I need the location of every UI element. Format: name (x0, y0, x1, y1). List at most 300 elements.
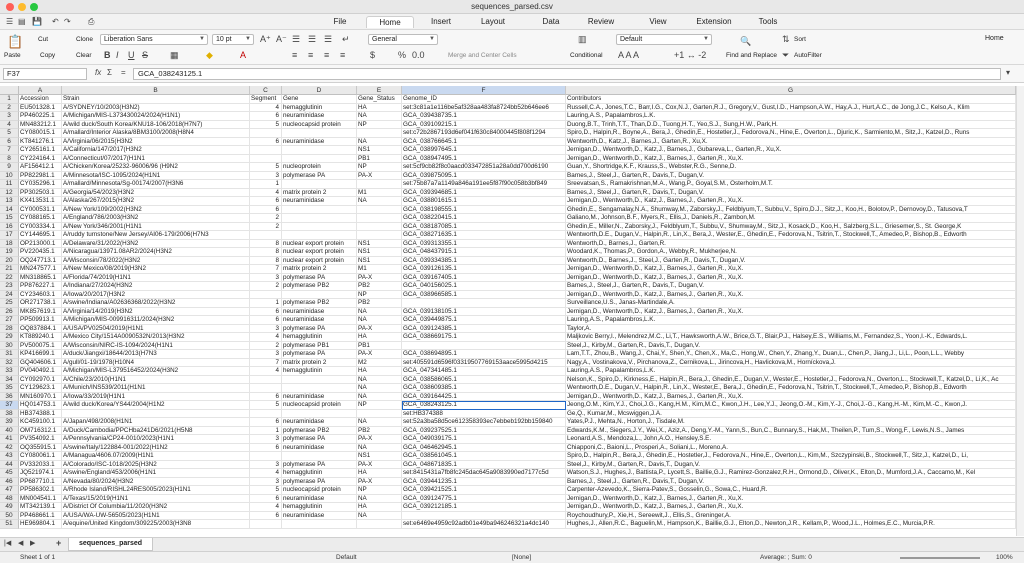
row-header[interactable]: 22 (0, 274, 19, 283)
column-header-a[interactable]: A (19, 86, 62, 95)
table-cell[interactable]: A/California/147/2017(H3N2 (62, 146, 250, 155)
heading-styles-icon[interactable]: A A A (618, 50, 640, 60)
table-cell[interactable]: A/Nicaragua/13971.08AR2/2024(H3N2 (62, 248, 250, 257)
table-cell[interactable]: GCA_047341485.1 (402, 367, 566, 376)
paste-icon[interactable]: 📋 (7, 34, 24, 49)
table-cell[interactable]: NP (357, 291, 402, 300)
table-cell[interactable]: Edwards,K.M., Siegers,J.Y., Wei,X., Aziz,A., Deng,Y.-M., Yann,S., Bun,C., Bunnary,S., Hak,M., Theilen,P., Tum,S., Wong,F., Lewis,N.S., James (566, 427, 1016, 436)
row-header[interactable]: 28 (0, 325, 19, 334)
row-header[interactable]: 44 (0, 461, 19, 470)
table-cell[interactable]: M1 (357, 189, 402, 198)
underline-icon[interactable]: U (128, 50, 135, 60)
table-cell[interactable]: Spiro,D., Halpin,R., Boyne,A., Bera,J., Ghedin,E., Hostetler,J., Fedorova,N., Hine,E., Overton,L., Djuric,K., Sarmiento,M., Sitz,J., Katzel,D., Runs (566, 129, 1016, 138)
row-header[interactable]: 35 (0, 384, 19, 393)
row-header[interactable]: 3 (0, 112, 19, 121)
row-header[interactable]: 42 (0, 444, 19, 453)
table-cell[interactable]: HE969804.1 (19, 520, 62, 529)
table-cell[interactable]: polymerase PA (282, 274, 357, 283)
autofilter-icon[interactable]: ⏷ (782, 50, 790, 60)
borders-icon[interactable]: ▦ (170, 50, 179, 60)
table-cell[interactable]: Lauring,A.S., Papalambros,L.K. (566, 316, 1016, 325)
table-cell[interactable]: PP468661.1 (19, 512, 62, 521)
select-all-corner[interactable] (0, 86, 19, 95)
prev-sheet-icon[interactable]: ◀ (18, 540, 24, 547)
table-cell[interactable]: NA (357, 393, 402, 402)
table-cell[interactable]: nuclear export protein (282, 248, 357, 257)
table-cell[interactable]: A/Iowa/33/2019(H1N1 (62, 393, 250, 402)
conditional-icon[interactable]: ▥ (578, 34, 587, 44)
table-cell[interactable]: PA-X (357, 478, 402, 487)
table-cell[interactable]: A/Wisconsin/NIRC-IS-1094/2024(H1N1 (62, 342, 250, 351)
table-cell[interactable] (250, 155, 282, 164)
expand-formula-icon[interactable]: ▾ (1006, 68, 1011, 77)
fill-color-icon[interactable]: ◆ (206, 50, 213, 60)
row-header[interactable]: 32 (0, 359, 19, 368)
table-cell[interactable]: Jernigan,D., Wentworth,D., Katz,J., Barnes,J., Garten,R., Xu,X. (566, 291, 1016, 300)
table-cell[interactable]: HA (357, 469, 402, 478)
font-color-icon[interactable]: A (240, 50, 247, 60)
table-cell[interactable] (250, 452, 282, 461)
table-cell[interactable] (282, 180, 357, 189)
save-icon[interactable]: 💾 (32, 17, 42, 26)
table-cell[interactable]: Barnes,J., Steel,J., Garten,R., Davis,T., Dugan,V. (566, 282, 1016, 291)
header-cell[interactable]: Accession (19, 95, 62, 104)
wrap-text-icon[interactable]: ↵ (342, 34, 350, 44)
table-cell[interactable]: GCA_049039175.1 (402, 435, 566, 444)
table-cell[interactable] (357, 520, 402, 529)
table-cell[interactable]: Surveillance,U.S., Janas-Martindale,A. (566, 299, 1016, 308)
table-cell[interactable]: NA (357, 384, 402, 393)
table-cell[interactable]: GCA_038243125.1 (402, 401, 566, 410)
table-cell[interactable]: Hughes,J., Allen,R.C., Baguelin,M., Hampson,K., Baillie,G.J., Elton,D., Newton,J.R., Kellam,P., Wood,J.L., Holmes,E.C., Murcia,P.R. (566, 520, 1016, 529)
table-cell[interactable] (357, 180, 402, 189)
table-cell[interactable]: Wentworth,D., Barnes,J., Steel,J., Garten,R., Davis,T., Dugan,V. (566, 257, 1016, 266)
table-cell[interactable]: GCA_039164425.1 (402, 393, 566, 402)
row-header[interactable]: 45 (0, 469, 19, 478)
table-cell[interactable]: KC459100.1 (19, 418, 62, 427)
table-cell[interactable]: PP586302.1 (19, 486, 62, 495)
table-cell[interactable] (250, 146, 282, 155)
bold-icon[interactable]: B (104, 50, 111, 60)
table-cell[interactable]: OQ247713.1 (19, 257, 62, 266)
table-cell[interactable]: CY265161.1 (19, 146, 62, 155)
table-cell[interactable]: Jernigan,D., Wentworth,D., Katz,J., Barnes,J., Garten,R., Xu,X. (566, 274, 1016, 283)
header-cell[interactable]: Genome_ID (402, 95, 566, 104)
table-cell[interactable]: 6 (250, 316, 282, 325)
table-cell[interactable]: GCA_046462945.1 (402, 444, 566, 453)
table-cell[interactable] (357, 214, 402, 223)
table-cell[interactable]: polymerase PA (282, 325, 357, 334)
table-cell[interactable]: OQ837884.1 (19, 325, 62, 334)
table-cell[interactable]: GCA_039167405.1 (402, 274, 566, 283)
header-cell[interactable]: Contributors (566, 95, 1016, 104)
table-cell[interactable] (357, 223, 402, 232)
table-cell[interactable]: PV354092.1 (19, 435, 62, 444)
table-cell[interactable]: NA (357, 495, 402, 504)
table-cell[interactable]: MN483212.1 (19, 121, 62, 130)
table-cell[interactable]: GCA_039313355.1 (402, 240, 566, 249)
table-cell[interactable]: 2 (250, 342, 282, 351)
percent-icon[interactable]: % (398, 50, 407, 60)
row-header[interactable]: 20 (0, 257, 19, 266)
table-cell[interactable]: Ghedin,E., Miller,N., Zaborsky,J., Feldblyum,T., Subbu,V., Shumway,M., Sitz,J., Kosack,D., Koo,H., Salzberg,S.L., Griesemer,S., St. George,K (566, 223, 1016, 232)
table-cell[interactable]: 8 (250, 257, 282, 266)
row-header[interactable]: 40 (0, 427, 19, 436)
table-cell[interactable]: 6 (250, 206, 282, 215)
tab-file[interactable]: File (333, 17, 347, 26)
conditional-button[interactable]: Conditional (570, 52, 603, 59)
table-cell[interactable]: PV220435.1 (19, 248, 62, 257)
table-cell[interactable]: PB2 (357, 282, 402, 291)
redo-icon[interactable]: ↷ (64, 17, 71, 26)
font-size-select[interactable]: 10 pt ▼ (212, 34, 254, 45)
header-cell[interactable]: Segment (250, 95, 282, 104)
table-cell[interactable]: Wentworth,D.E., Dugan,V., Halpin,R., Lin,X., Bera,J., Wester,E., Ghedin,E., Fedorova,N., Tsitrin,T., Stockwell,T., Amedeo,P., Bishop,B., Edworth (566, 231, 1016, 240)
find-icon[interactable]: 🔍 (740, 36, 752, 46)
align-right-icon[interactable]: ≡ (324, 50, 330, 60)
table-cell[interactable]: CY224164.1 (19, 155, 62, 164)
table-cell[interactable]: Nagy,A., Vostinakova,V., Pirchanova,Z., Cernikova,L., Jirincova,H., Havlickova,M., Horníckova,J. (566, 359, 1016, 368)
notebookbar-select[interactable]: Home (985, 35, 1004, 42)
row-header[interactable]: 46 (0, 478, 19, 487)
equals-icon[interactable]: = (121, 68, 126, 77)
table-cell[interactable]: HA (357, 367, 402, 376)
row-header[interactable]: 51 (0, 520, 19, 529)
table-cell[interactable] (402, 299, 566, 308)
table-cell[interactable]: Jernigan,D., Wentworth,D., Katz,J., Barnes,J., Gubareva,L., Garten,R., Xu,X. (566, 146, 1016, 155)
row-header[interactable]: 27 (0, 316, 19, 325)
table-cell[interactable]: Yates,P.J., Mehta,N., Horton,J., Tisdale,M. (566, 418, 1016, 427)
table-cell[interactable]: 6 (250, 393, 282, 402)
row-header[interactable]: 33 (0, 367, 19, 376)
table-cell[interactable]: set:5cf9cb82f8c0aacd033472851a28a0dd700d6190 (402, 163, 566, 172)
row-header[interactable]: 18 (0, 240, 19, 249)
formula-input[interactable]: GCA_038243125.1 (133, 68, 1001, 80)
table-cell[interactable]: GCA_039441235.1 (402, 478, 566, 487)
table-cell[interactable]: 4 (250, 503, 282, 512)
table-cell[interactable]: A/New York/109/2002(H3N2 (62, 206, 250, 215)
table-cell[interactable]: GCA_038198555.1 (402, 206, 566, 215)
table-cell[interactable]: nucleocapsid protein (282, 401, 357, 410)
table-cell[interactable] (357, 410, 402, 419)
table-cell[interactable]: polymerase PB2 (282, 282, 357, 291)
table-cell[interactable]: HA (357, 104, 402, 113)
table-cell[interactable]: A/gull/01-19/1978(H10N4 (62, 359, 250, 368)
table-cell[interactable]: Carpenter-Azevedo,K., Sierra-Patev,S., Gosselin,G., Sowa,C., Huard,R. (566, 486, 1016, 495)
table-cell[interactable]: 6 (250, 444, 282, 453)
table-cell[interactable] (250, 410, 282, 419)
table-cell[interactable]: PA-X (357, 435, 402, 444)
table-cell[interactable]: A/Virginia/14/2019(H3N2 (62, 308, 250, 317)
table-cell[interactable]: nucleocapsid protein (282, 486, 357, 495)
table-cell[interactable]: 7 (250, 265, 282, 274)
table-cell[interactable]: GCA_039438735.1 (402, 112, 566, 121)
table-cell[interactable]: Barnes,J., Steel,J., Garten,R., Davis,T., Dugan,V. (566, 172, 1016, 181)
table-cell[interactable]: 4 (250, 367, 282, 376)
table-cell[interactable]: CY088165.1 (19, 214, 62, 223)
table-cell[interactable]: A/swine/Italy/122884-001/2022(H1N2 (62, 444, 250, 453)
row-header[interactable]: 26 (0, 308, 19, 317)
table-cell[interactable]: GCA_048671835.1 (402, 461, 566, 470)
table-cell[interactable]: GCA_048437915.1 (402, 248, 566, 257)
table-cell[interactable]: Jernigan,D., Wentworth,D., Katz,J., Barnes,J., Garten,R., Xu,X. (566, 308, 1016, 317)
function-wizard-icon[interactable]: fx (95, 68, 102, 77)
table-cell[interactable]: neuraminidase (282, 444, 357, 453)
table-cell[interactable]: Leonard,A.S., Mendoza,L., John,A.O., Hensley,S.E. (566, 435, 1016, 444)
table-cell[interactable]: NS1 (357, 240, 402, 249)
table-cell[interactable]: A/Georgia/54/2023(H3N2 (62, 189, 250, 198)
row-header[interactable]: 8 (0, 155, 19, 164)
table-cell[interactable] (250, 291, 282, 300)
zoom-slider[interactable] (900, 557, 980, 559)
table-cell[interactable]: hemagglutinin (282, 503, 357, 512)
table-cell[interactable]: CY003334.1 (19, 223, 62, 232)
table-cell[interactable]: GCA_038966585.1 (402, 291, 566, 300)
row-header[interactable]: 6 (0, 138, 19, 147)
table-cell[interactable]: nucleocapsid protein (282, 121, 357, 130)
table-cell[interactable]: A/swine/Indiana/A02636368/2022(H3N2 (62, 299, 250, 308)
table-cell[interactable]: 8 (250, 240, 282, 249)
table-cell[interactable]: 6 (250, 197, 282, 206)
table-cell[interactable]: PA-X (357, 350, 402, 359)
table-cell[interactable]: A/Indiana/27/2024(H3N2 (62, 282, 250, 291)
autofilter-button[interactable]: AutoFilter (794, 52, 822, 59)
table-cell[interactable]: GCA_038187085.1 (402, 223, 566, 232)
table-cell[interactable]: PB2 (357, 427, 402, 436)
table-cell[interactable]: MK857619.1 (19, 308, 62, 317)
row-header[interactable]: 17 (0, 231, 19, 240)
row-header[interactable]: 21 (0, 265, 19, 274)
table-cell[interactable]: GCA_039124775.1 (402, 495, 566, 504)
table-cell[interactable]: PB1 (357, 342, 402, 351)
decimal-icon[interactable]: 0.0 (412, 50, 425, 60)
grow-font-icon[interactable]: A⁺ (260, 34, 271, 44)
row-header[interactable]: 37 (0, 401, 19, 410)
header-cell[interactable]: Gene_Status (357, 95, 402, 104)
table-cell[interactable]: 2 (250, 214, 282, 223)
table-cell[interactable]: Ge,Q., Kumar,M., Mcswiggen,J.A. (566, 410, 1016, 419)
table-cell[interactable]: PA-X (357, 325, 402, 334)
table-cell[interactable]: matrix protein 2 (282, 359, 357, 368)
row-header[interactable]: 16 (0, 223, 19, 232)
table-cell[interactable]: 5 (250, 121, 282, 130)
table-cell[interactable] (282, 291, 357, 300)
table-cell[interactable] (250, 376, 282, 385)
table-cell[interactable]: 3 (250, 274, 282, 283)
menu-icon[interactable]: ☰ (6, 17, 14, 26)
row-header[interactable]: 2 (0, 104, 19, 113)
table-cell[interactable]: hemagglutinin (282, 469, 357, 478)
name-box[interactable]: F37 (3, 68, 87, 80)
table-cell[interactable]: Wentworth,D., Barnes,J., Garten,R. (566, 240, 1016, 249)
next-sheet-icon[interactable]: ▶ (30, 540, 36, 547)
table-cell[interactable]: polymerase PA (282, 350, 357, 359)
table-cell[interactable]: KP416699.1 (19, 350, 62, 359)
table-cell[interactable]: A/Delaware/31/2022(H3N2 (62, 240, 250, 249)
row-header[interactable]: 29 (0, 333, 19, 342)
table-cell[interactable]: PV500075.1 (19, 342, 62, 351)
table-cell[interactable]: neuraminidase (282, 512, 357, 521)
table-cell[interactable]: GCA_038801615.1 (402, 197, 566, 206)
table-cell[interactable]: 6 (250, 112, 282, 121)
table-cell[interactable]: set:c72b2867193d6ef041f630c84000445f808f1294 (402, 129, 566, 138)
table-cell[interactable]: 1 (250, 180, 282, 189)
table-cell[interactable]: NP (357, 401, 402, 410)
row-header[interactable]: 12 (0, 189, 19, 198)
sort-button[interactable]: Sort (794, 36, 806, 43)
table-cell[interactable]: GCA_039109215.1 (402, 121, 566, 130)
table-cell[interactable]: OR271738.1 (19, 299, 62, 308)
table-cell[interactable] (282, 384, 357, 393)
table-cell[interactable]: PP822981.1 (19, 172, 62, 181)
table-cell[interactable]: A/equine/United Kingdom/309225/2003(H3N8 (62, 520, 250, 529)
row-header[interactable]: 43 (0, 452, 19, 461)
align-center-icon[interactable]: ☰ (308, 34, 317, 44)
cell-style-select[interactable]: Default ▼ (616, 34, 712, 45)
table-cell[interactable]: A/Iowa/20/2017(H3N2 (62, 291, 250, 300)
table-cell[interactable] (282, 155, 357, 164)
table-cell[interactable]: GCA_038271635.1 (402, 231, 566, 240)
table-cell[interactable]: PP460225.1 (19, 112, 62, 121)
row-header[interactable]: 41 (0, 435, 19, 444)
row-header[interactable]: 11 (0, 180, 19, 189)
table-cell[interactable]: GCA_039237525.1 (402, 427, 566, 436)
table-cell[interactable]: HA (357, 503, 402, 512)
table-cell[interactable]: A/SYDNEY/10/2003(H3N2) (62, 104, 250, 113)
table-cell[interactable]: A/District Of Columbia/11/2020(H3N2 (62, 503, 250, 512)
table-cell[interactable]: nucleoprotein (282, 163, 357, 172)
table-cell[interactable]: Galiano,M., Johnson,B.F., Myers,R., Ellis,J., Daniels,R., Zambon,M. (566, 214, 1016, 223)
row-header[interactable]: 13 (0, 197, 19, 206)
table-cell[interactable]: 3 (250, 325, 282, 334)
table-cell[interactable]: GCA_039124385.1 (402, 325, 566, 334)
table-cell[interactable]: A/Michigan/MIS-L379516452/2024(H3N2 (62, 367, 250, 376)
table-cell[interactable]: 5 (250, 401, 282, 410)
table-cell[interactable] (357, 129, 402, 138)
table-cell[interactable]: A/England/786/2003(H3N2 (62, 214, 250, 223)
table-cell[interactable]: NA (357, 418, 402, 427)
table-cell[interactable]: GCA_039138105.1 (402, 308, 566, 317)
table-cell[interactable] (282, 223, 357, 232)
table-cell[interactable]: GCA_038997645.1 (402, 146, 566, 155)
table-cell[interactable]: polymerase PB1 (282, 342, 357, 351)
table-cell[interactable]: HB374388.1 (19, 410, 62, 419)
table-cell[interactable]: A/Chile/23/2010(H1N1 (62, 376, 250, 385)
table-cell[interactable]: Spiro,D., Halpin,R., Bera,J., Ghedin,E., Hostetler,J., Fedorova,N., Hine,E., Overton,L., Kim,M., Szczypinski,B., Stockwell,T., Sitz,J., Katzel,D., Li, (566, 452, 1016, 461)
row-header[interactable]: 19 (0, 248, 19, 257)
table-cell[interactable]: A/ruddy turnstone/New Jersey/AI06-179/2006(H7N3 (62, 231, 250, 240)
table-cell[interactable]: NA (357, 138, 402, 147)
table-cell[interactable]: Roychoudhury,P., Xie,H., Sereewit,J., Ellis,S., Greninger,A. (566, 512, 1016, 521)
table-cell[interactable]: polymerase PA (282, 478, 357, 487)
tab-insert[interactable]: Insert (430, 17, 451, 26)
table-cell[interactable]: NP (357, 163, 402, 172)
table-cell[interactable]: A/Mexico City/1514A0090532N/2013(H3N2 (62, 333, 250, 342)
table-cell[interactable]: 4 (250, 189, 282, 198)
table-cell[interactable]: set:HB374388 (402, 410, 566, 419)
table-cell[interactable]: Duong,B.T., Trinh,T.T., Than,D.D., Tuong,H.T., Yeo,S.J., Sung,H.W., Park,H. (566, 121, 1016, 130)
table-cell[interactable]: hemagglutinin (282, 367, 357, 376)
table-cell[interactable]: 2 (250, 282, 282, 291)
table-cell[interactable]: polymerase PA (282, 435, 357, 444)
table-cell[interactable]: EU501328.1 (19, 104, 62, 113)
table-cell[interactable] (402, 512, 566, 521)
row-header[interactable]: 24 (0, 291, 19, 300)
table-cell[interactable]: PA-X (357, 274, 402, 283)
table-cell[interactable]: 4 (250, 469, 282, 478)
table-cell[interactable]: NA (357, 444, 402, 453)
table-cell[interactable]: neuraminidase (282, 138, 357, 147)
table-cell[interactable]: 6 (250, 495, 282, 504)
table-cell[interactable]: 5 (250, 163, 282, 172)
new-doc-icon[interactable]: ▤ (18, 17, 26, 26)
table-cell[interactable]: 3 (250, 435, 282, 444)
table-cell[interactable]: GCA_039126135.1 (402, 265, 566, 274)
row-header[interactable]: 50 (0, 512, 19, 521)
table-cell[interactable]: neuraminidase (282, 393, 357, 402)
row-header[interactable]: 38 (0, 410, 19, 419)
table-cell[interactable]: MN318865.1 (19, 274, 62, 283)
table-cell[interactable]: A/Nevada/80/2024(H3N2 (62, 478, 250, 487)
table-cell[interactable]: neuraminidase (282, 197, 357, 206)
table-cell[interactable]: CY080061.1 (19, 452, 62, 461)
table-cell[interactable]: NP (357, 121, 402, 130)
table-cell[interactable]: hemagglutinin (282, 333, 357, 342)
table-cell[interactable]: 3 (250, 172, 282, 181)
table-cell[interactable]: Barnes,J., Steel,J., Garten,R., Davis,T., Dugan,V. (566, 478, 1016, 487)
row-header[interactable]: 47 (0, 486, 19, 495)
table-cell[interactable]: 6 (250, 308, 282, 317)
tab-data[interactable]: Data (542, 17, 560, 26)
table-cell[interactable] (282, 206, 357, 215)
align-left-icon[interactable]: ≡ (292, 50, 298, 60)
sum-icon[interactable]: Σ (107, 68, 112, 77)
column-header-b[interactable]: B (62, 86, 250, 95)
number-format-select[interactable]: General ▼ (368, 34, 438, 45)
table-cell[interactable]: 2 (250, 223, 282, 232)
first-sheet-icon[interactable]: |◀ (4, 540, 12, 547)
table-cell[interactable] (282, 214, 357, 223)
table-cell[interactable] (250, 520, 282, 529)
table-cell[interactable] (402, 342, 566, 351)
table-cell[interactable]: nuclear export protein (282, 257, 357, 266)
vertical-scrollbar[interactable] (1016, 86, 1024, 536)
table-cell[interactable]: A/Texas/15/2019(H1N1 (62, 495, 250, 504)
table-cell[interactable]: CY035296.1 (19, 180, 62, 189)
table-cell[interactable]: NA (357, 376, 402, 385)
sort-icon[interactable]: ⇅ (782, 34, 790, 44)
table-cell[interactable]: neuraminidase (282, 418, 357, 427)
tab-view[interactable]: View (649, 17, 667, 26)
table-cell[interactable]: hemagglutinin (282, 104, 357, 113)
table-cell[interactable]: GCA_039421525.1 (402, 486, 566, 495)
row-header[interactable]: 31 (0, 350, 19, 359)
table-cell[interactable]: HQ014753.1 (19, 401, 62, 410)
table-cell[interactable]: Jernigan,D., Wentworth,D., Katz,J., Barnes,J., Garten,R., Xu,X. (566, 503, 1016, 512)
copy-button[interactable]: Copy (40, 52, 56, 59)
table-cell[interactable]: 4 (250, 104, 282, 113)
row-header[interactable]: 10 (0, 172, 19, 181)
table-cell[interactable]: NS1 (357, 146, 402, 155)
table-cell[interactable]: polymerase PB2 (282, 299, 357, 308)
table-cell[interactable]: Steel,J., Kirby,M., Garten,R., Davis,T., Dugan,V. (566, 461, 1016, 470)
zoom-level[interactable]: 100% (996, 554, 1013, 561)
column-header-g[interactable]: G (566, 86, 1016, 95)
table-cell[interactable]: neuraminidase (282, 316, 357, 325)
table-cell[interactable]: GCA_039449875.1 (402, 316, 566, 325)
table-cell[interactable]: Ghedin,E., Sengamalay,N.A., Shumway,M., Zaborsky,J., Feldblyum,T., Subbu,V., Spiro,D.J., Sitz,J., Koo,H., Bolotov,P., Dernovoy,D., Tatusova,T (566, 206, 1016, 215)
table-cell[interactable]: CY000531.1 (19, 206, 62, 215)
